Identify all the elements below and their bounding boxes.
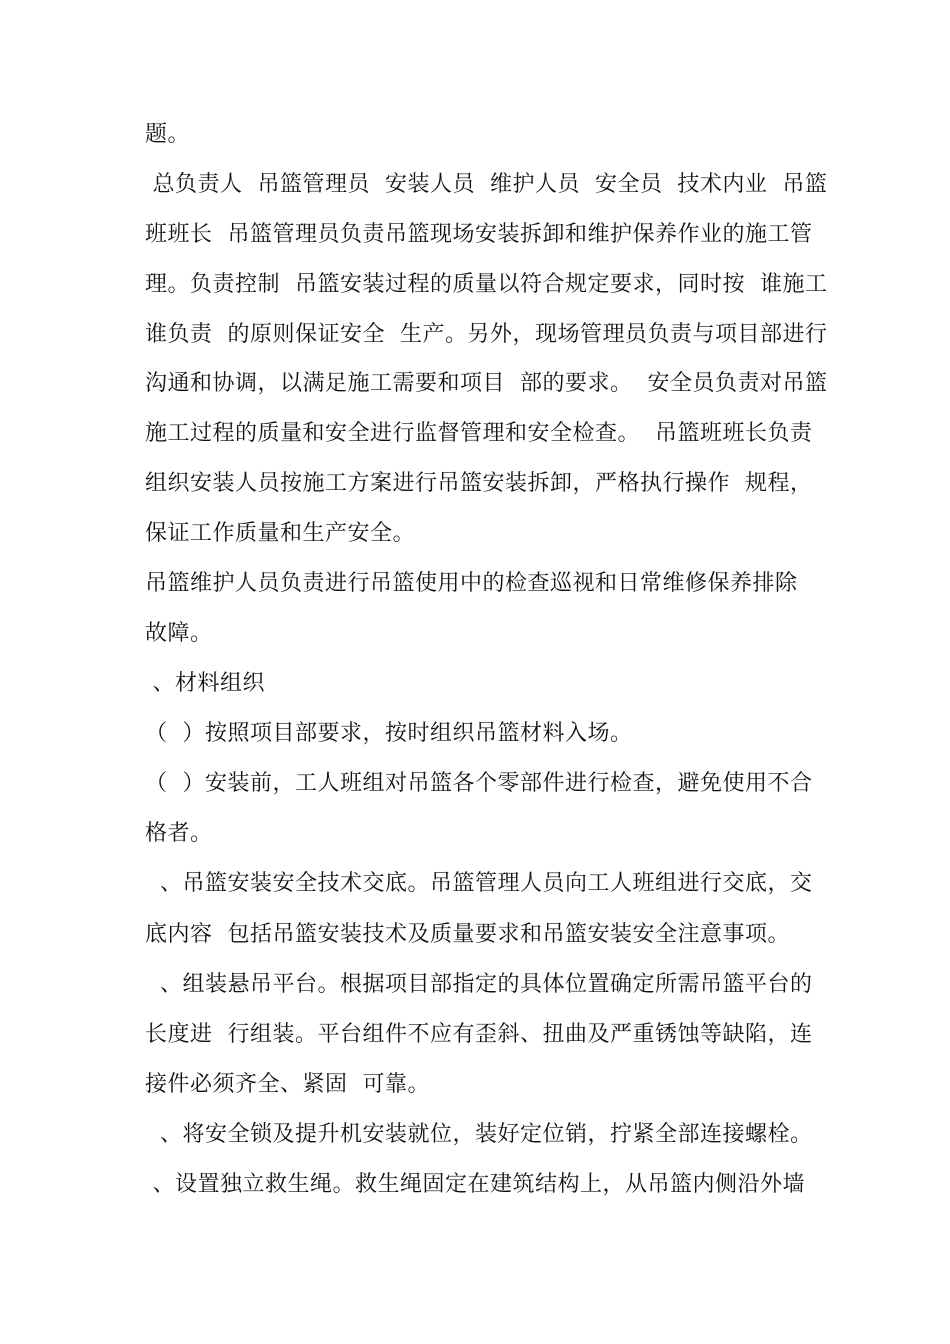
text-line: 理。负责控制 吊篮安装过程的质量以符合规定要求，同时按 谁施工 — [145, 272, 828, 297]
text-line: 施工过程的质量和安全进行监督管理和安全检查。 吊篮班班长负责 — [145, 421, 813, 446]
text-line: 谁负责 的原则保证安全 生产。另外，现场管理员负责与项目部进行 — [145, 322, 828, 347]
section-heading: 、材料组织 — [145, 671, 265, 696]
text-line: 底内容 包括吊篮安装技术及质量要求和吊篮安装安全注意事项。 — [145, 922, 790, 947]
text-line: 题。 — [145, 122, 191, 147]
text-line: 班班长 吊篮管理员负责吊篮现场安装拆卸和维护保养作业的施工管 — [145, 222, 813, 247]
text-line: 、吊篮安装安全技术交底。吊篮管理人员向工人班组进行交底，交 — [145, 871, 813, 896]
list-item: （ ）安装前，工人班组对吊篮各个零部件进行检查，避免使用不合 — [145, 771, 813, 796]
text-line: 故障。 — [145, 621, 213, 646]
list-item: （ ）按照项目部要求，按时组织吊篮材料入场。 — [145, 721, 633, 746]
text-line: 保证工作质量和生产安全。 — [145, 521, 416, 546]
text-line: 组织安装人员按施工方案进行吊篮安装拆卸，严格执行操作 规程， — [145, 471, 813, 496]
text-line: 、将安全锁及提升机安装就位，装好定位销，拧紧全部连接螺栓。 — [145, 1122, 813, 1147]
text-line: 吊篮维护人员负责进行吊篮使用中的检查巡视和日常维修保养排除 — [145, 571, 798, 596]
text-line: 、组装悬吊平台。根据项目部指定的具体位置确定所需吊篮平台的 — [145, 972, 813, 997]
text-line: 长度进 行组装。平台组件不应有歪斜、扭曲及严重锈蚀等缺陷，连 — [145, 1022, 813, 1047]
text-line: 、设置独立救生绳。救生绳固定在建筑结构上，从吊篮内侧沿外墙 — [145, 1172, 805, 1197]
text-line: 接件必须齐全、紧固 可靠。 — [145, 1072, 430, 1097]
text-line: 沟通和协调，以满足施工需要和项目 部的要求。 安全员负责对吊篮 — [145, 371, 828, 396]
text-line: 总负责人 吊篮管理员 安装人员 维护人员 安全员 技术内业 吊篮 — [145, 172, 828, 197]
text-line: 格者。 — [145, 821, 213, 846]
